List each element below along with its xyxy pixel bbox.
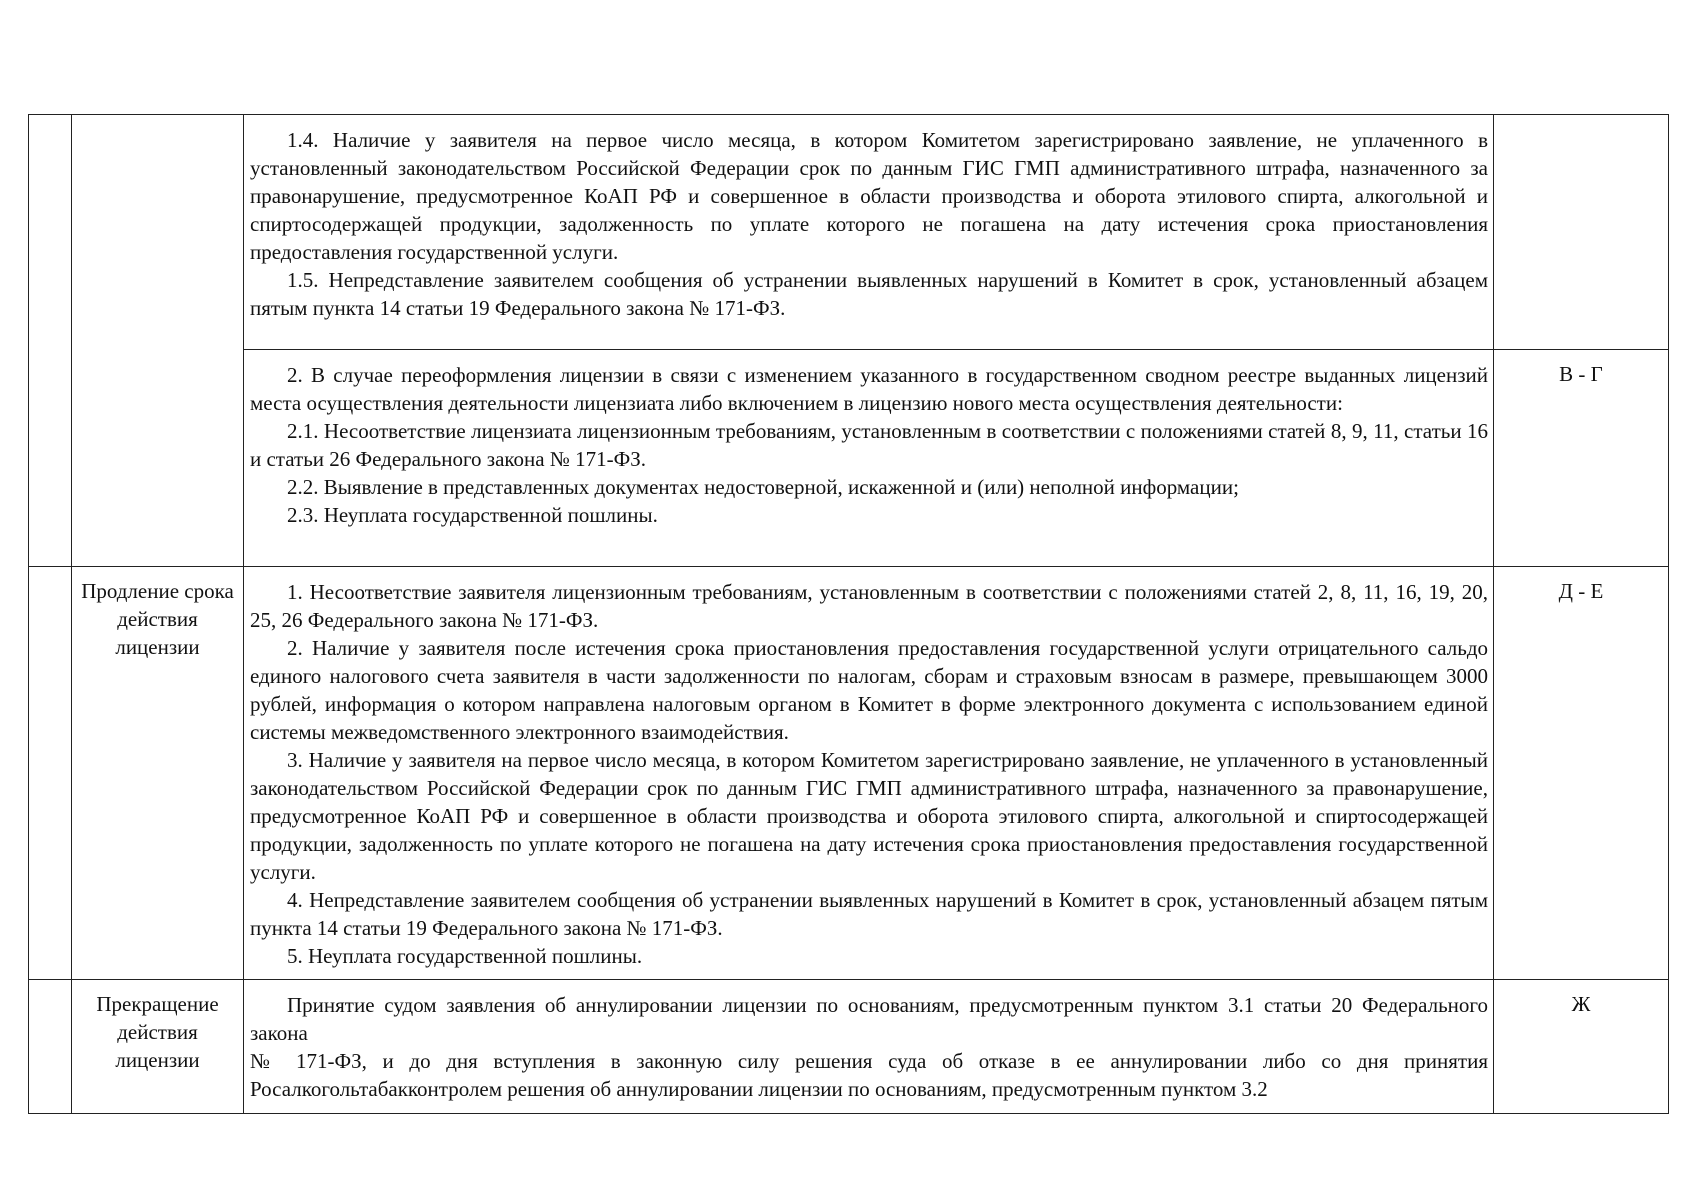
service-name-cell: Прекращение действия лицензии: [72, 980, 244, 1114]
row-number-cell: [29, 980, 72, 1114]
result-code-cell: В - Г: [1494, 350, 1669, 567]
table-row: [29, 115, 1669, 350]
grounds-cell: [244, 980, 1494, 1114]
table-row: [29, 567, 1669, 980]
grounds-paragraph: 1. Несоответствие заявителя лицензионным требованиям, установленным в соответствии с положениями статей 2, 8, 11, 16, 19, 20, 25, 26 Федерального закона № 171-ФЗ.: [250, 580, 1488, 632]
table-row: [29, 350, 1669, 567]
service-name-cell: [72, 115, 244, 567]
grounds-table: [28, 114, 1669, 1114]
grounds-paragraph: 3. Наличие у заявителя на первое число месяца, в котором Комитетом зарегистрировано заявление, не уплаченного в установленный законодательством Российской Федерации срок по данным ГИС ГМП административного штрафа, назначенного за правонарушение, предусмотренное КоАП РФ и совершенное в области производства и оборота этилового спирта, алкогольной и спиртосодержащей продукции, задолженность по уплате которого не погашена на дату истечения срока приостановления предоставления государственной услуги.: [250, 748, 1488, 884]
result-code-cell: Д - Е: [1494, 567, 1669, 980]
grounds-paragraph: 2. В случае переоформления лицензии в связи с изменением указанного в государственном сводном реестре выданных лицензий места осуществления деятельности лицензиата либо включением в лицензию нового места осуществления деятельности:: [250, 363, 1488, 415]
grounds-cell: [244, 115, 1494, 350]
grounds-cell: [244, 350, 1494, 567]
grounds-clip: [250, 991, 1488, 1103]
grounds-paragraph: 2.3. Неуплата государственной пошлины.: [287, 503, 658, 527]
grounds-paragraph: 1.5. Непредставление заявителем сообщения об устранении выявленных нарушений в Комитет в срок, установленный абзацем пятым пункта 14 статьи 19 Федерального закона № 171-ФЗ.: [250, 268, 1488, 320]
grounds-cell: [244, 567, 1494, 980]
grounds-paragraph: № 171-ФЗ, и до дня вступления в законную силу решения суда об отказе в ее аннулировании либо со дня принятия Росалкогольтабакконтролем решения об аннулировании лицензии по основаниям, предусмотренным пунктом 3.2: [250, 1049, 1488, 1101]
grounds-paragraph: 4. Непредставление заявителем сообщения об устранении выявленных нарушений в Комитет в срок, установленный абзацем пятым пункта 14 статьи 19 Федерального закона № 171-ФЗ.: [250, 888, 1488, 940]
result-code-cell: [1494, 115, 1669, 350]
grounds-paragraph: 2.1. Несоответствие лицензиата лицензионным требованиям, установленным в соответствии с положениями статей 8, 9, 11, статьи 16 и статьи 26 Федерального закона № 171-ФЗ.: [250, 419, 1488, 471]
grounds-paragraph: 1.4. Наличие у заявителя на первое число месяца, в котором Комитетом зарегистрировано заявление, не уплаченного в установленный законодательством Российской Федерации срок по данным ГИС ГМП административного штрафа, назначенного за правонарушение, предусмотренное КоАП РФ и совершенное в области производства и оборота этилового спирта, алкогольной и спиртосодержащей продукции, задолженность по уплате которого не погашена на дату истечения срока приостановления предоставления государственной услуги.: [250, 128, 1488, 264]
row-number-cell: [29, 115, 72, 567]
row-number-cell: [29, 567, 72, 980]
grounds-paragraph: 5. Неуплата государственной пошлины.: [287, 944, 643, 968]
service-name-cell: Продление срока действия лицензии: [72, 567, 244, 980]
grounds-paragraph: 2.2. Выявление в представленных документах недостоверной, искаженной и (или) неполной информации;: [287, 475, 1239, 499]
result-code-cell: Ж: [1494, 980, 1669, 1114]
grounds-paragraph: Принятие судом заявления об аннулировании лицензии по основаниям, предусмотренным пунктом 3.1 статьи 20 Федерального закона: [250, 993, 1488, 1045]
grounds-paragraph: 2. Наличие у заявителя после истечения срока приостановления предоставления государственной услуги отрицательного сальдо единого налогового счета заявителя в части задолженности по налогам, сборам и страховым взносам в размере, превышающем 3000 рублей, информация о котором направлена налоговым органом в Комитет в форме электронного документа с использованием единой системы межведомственного электронного взаимодействия.: [250, 636, 1488, 744]
table-row: [29, 980, 1669, 1114]
